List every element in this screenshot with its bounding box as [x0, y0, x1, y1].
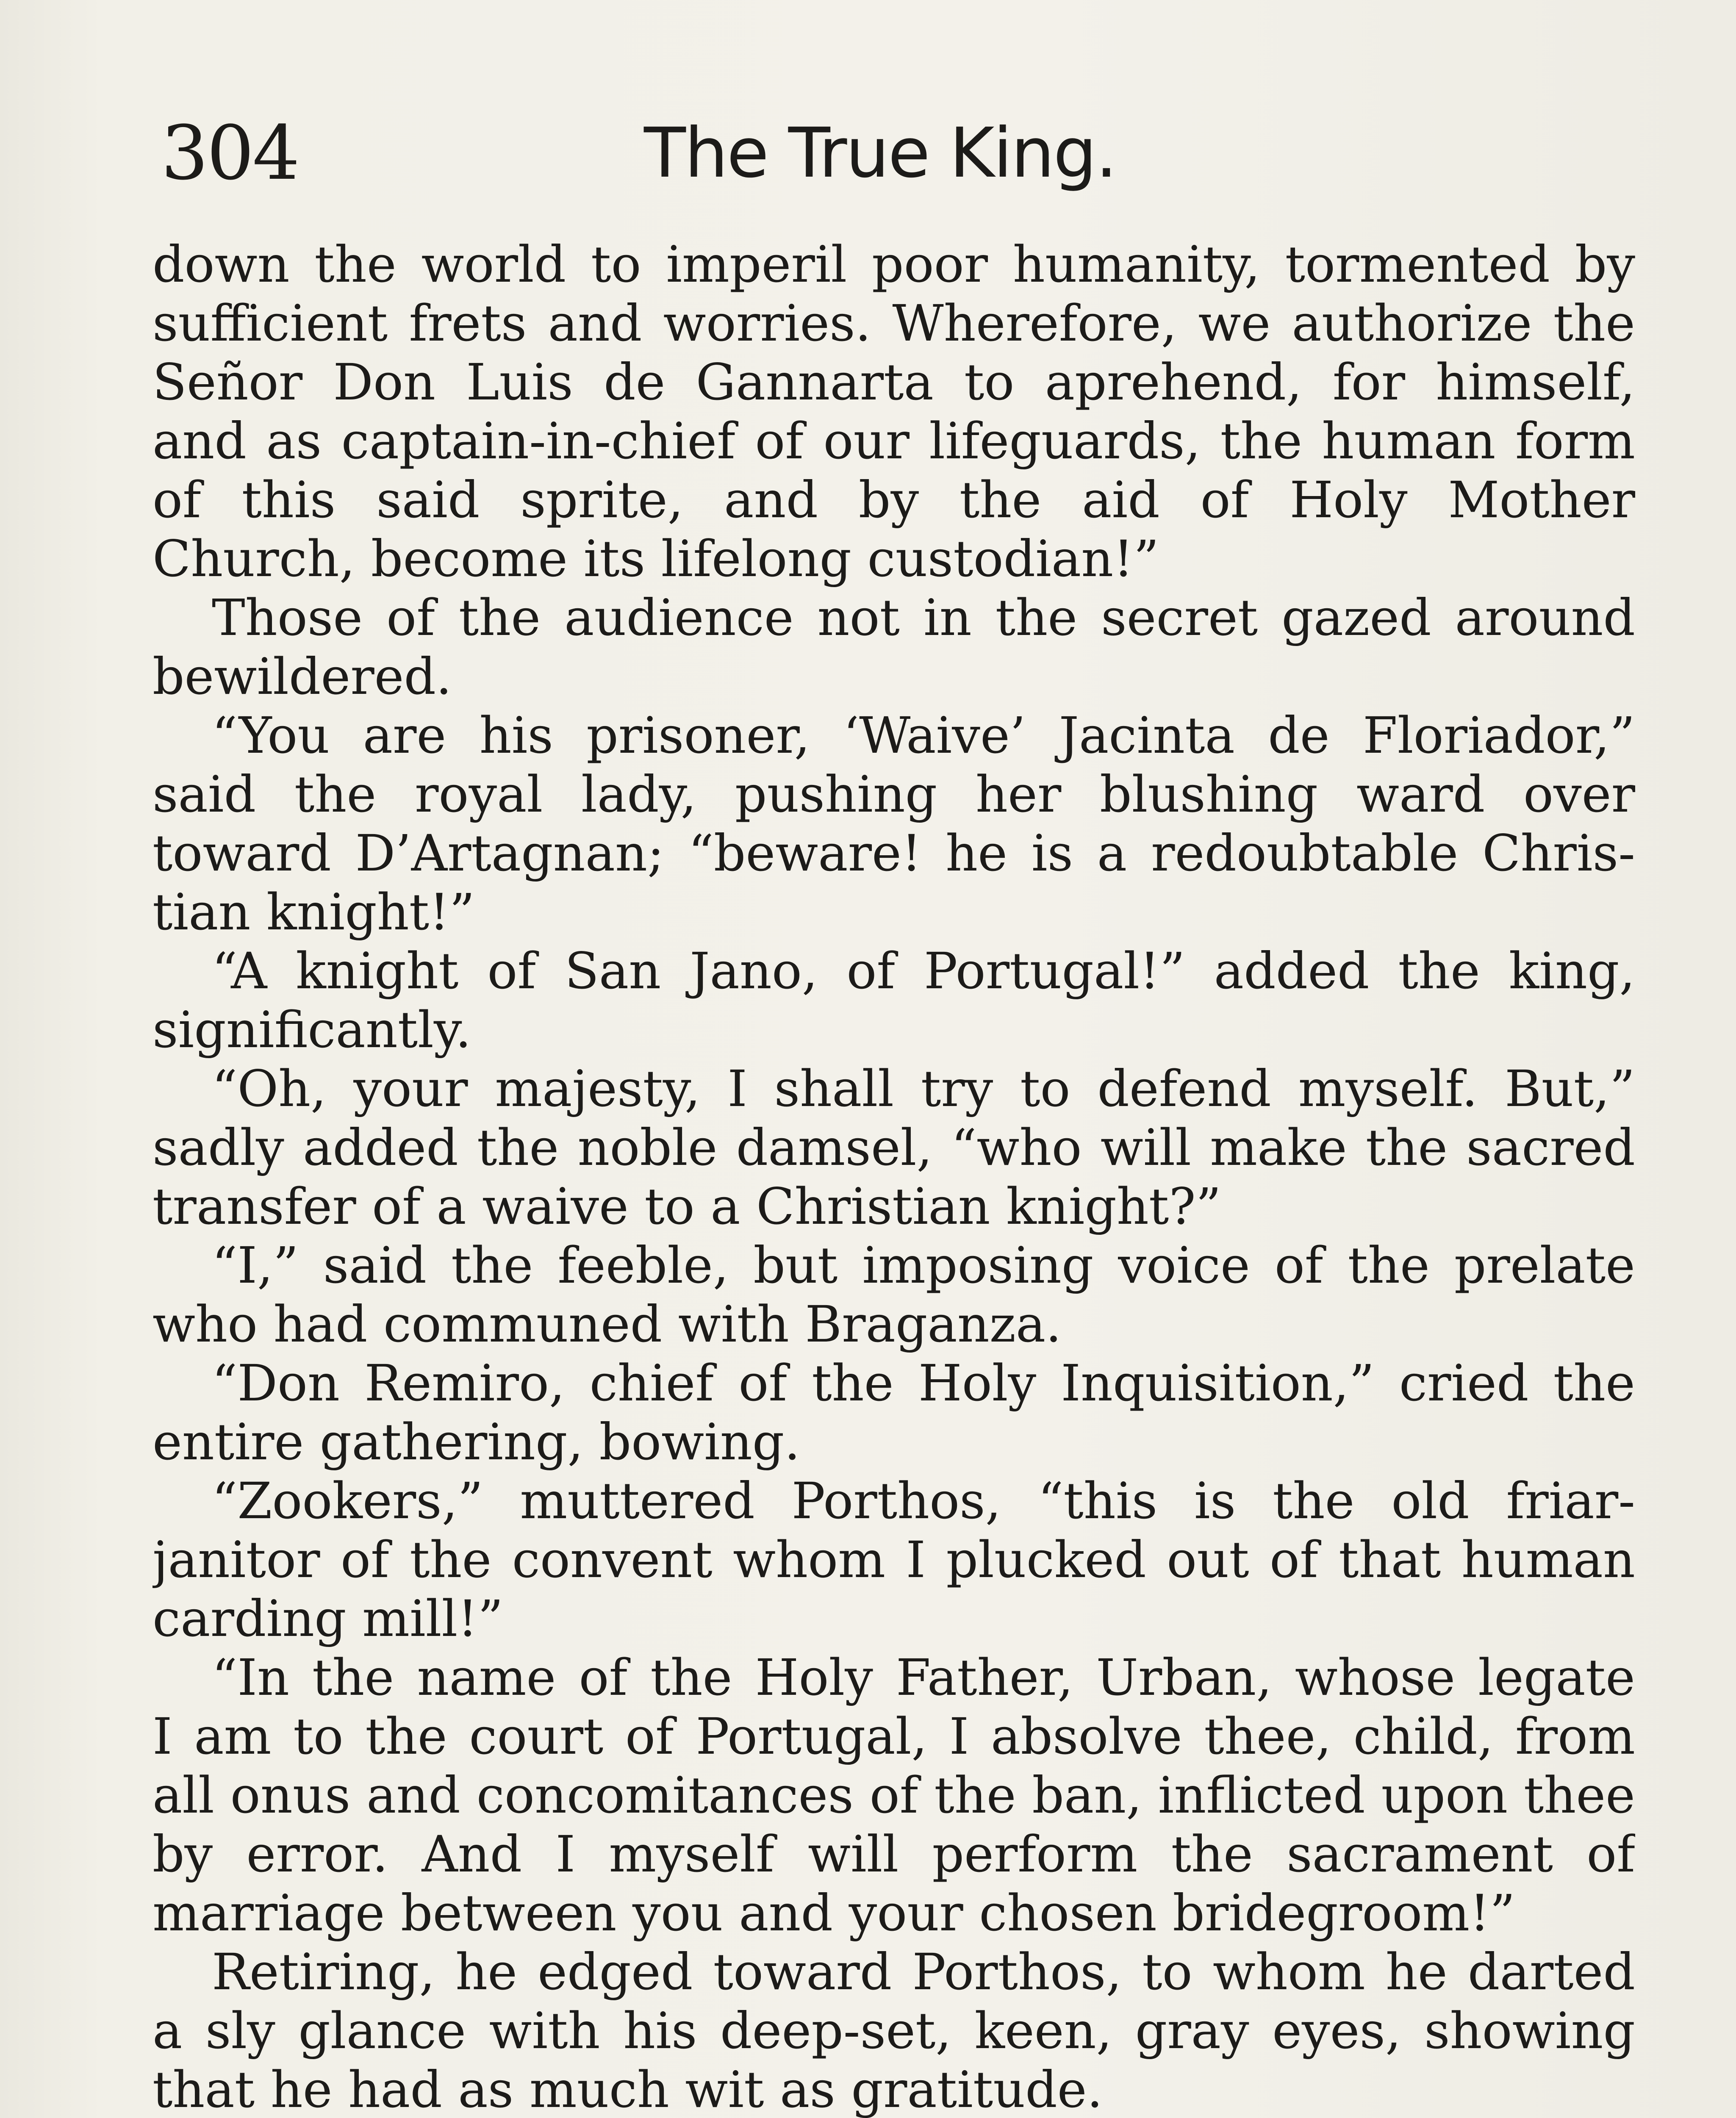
- text-line: sufficient frets and worries. Wherefore, we authorize the: [153, 294, 1635, 352]
- text-line: a sly glance with his deep-set, keen, gray eyes, showing: [153, 2002, 1635, 2060]
- text-line: significantly.: [153, 1001, 471, 1059]
- text-line: marriage between you and your chosen bridegroom!”: [153, 1884, 1515, 1942]
- text-line: janitor of the convent whom I plucked out of that human: [153, 1530, 1635, 1589]
- text-line: toward D’Artagnan; “beware! he is a redoubtable Chris-: [153, 824, 1635, 882]
- text-line: “In the name of the Holy Father, Urban, whose legate: [212, 1648, 1635, 1707]
- text-line: who had communed with Braganza.: [153, 1295, 1062, 1353]
- text-line: down the world to imperil poor humanity, tormented by: [153, 235, 1635, 294]
- text-line: Those of the audience not in the secret gazed around: [212, 588, 1635, 647]
- page-header: [144, 111, 1652, 196]
- text-line: I am to the court of Portugal, I absolve thee, child, from: [153, 1707, 1635, 1766]
- text-line: of this said sprite, and by the aid of Holy Mother: [153, 471, 1635, 529]
- text-line: entire gathering, bowing.: [153, 1413, 800, 1471]
- text-line: Church, become its lifelong custodian!”: [153, 530, 1159, 588]
- text-line: “A knight of San Jano, of Portugal!” added the king,: [212, 942, 1635, 1000]
- text-line: tian knight!”: [153, 883, 475, 941]
- text-line: “You are his prisoner, ‘Waive’ Jacinta de Floriador,”: [212, 706, 1635, 765]
- running-title: The True King.: [644, 114, 1116, 193]
- text-line: “Oh, your majesty, I shall try to defend myself. But,”: [212, 1059, 1635, 1118]
- text-line: all onus and concomitances of the ban, inflicted upon thee: [153, 1766, 1635, 1824]
- text-line: “Don Remiro, chief of the Holy Inquisition,” cried the: [212, 1354, 1635, 1412]
- text-line: said the royal lady, pushing her blushing ward over: [153, 765, 1635, 823]
- text-line: sadly added the noble damsel, “who will make the sacred: [153, 1118, 1635, 1177]
- text-line: that he had as much wit as gratitude.: [153, 2060, 1103, 2118]
- text-line: bewildered.: [153, 647, 452, 706]
- text-line: “Zookers,” muttered Porthos, “this is the old friar-: [212, 1472, 1635, 1530]
- text-line: carding mill!”: [153, 1589, 504, 1648]
- text-line: transfer of a waive to a Christian knight?”: [153, 1177, 1221, 1236]
- text-line: and as captain-in-chief of our lifeguards, the human form: [153, 412, 1635, 470]
- text-line: Retiring, he edged toward Porthos, to whom he darted: [212, 1943, 1635, 2001]
- text-line: Señor Don Luis de Gannarta to aprehend, for himself,: [153, 353, 1635, 411]
- page-number: 304: [161, 110, 298, 197]
- body-text: [153, 235, 1635, 2118]
- text-line: “I,” said the feeble, but imposing voice of the prelate: [212, 1236, 1635, 1295]
- text-line: by error. And I myself will perform the sacrament of: [153, 1825, 1635, 1883]
